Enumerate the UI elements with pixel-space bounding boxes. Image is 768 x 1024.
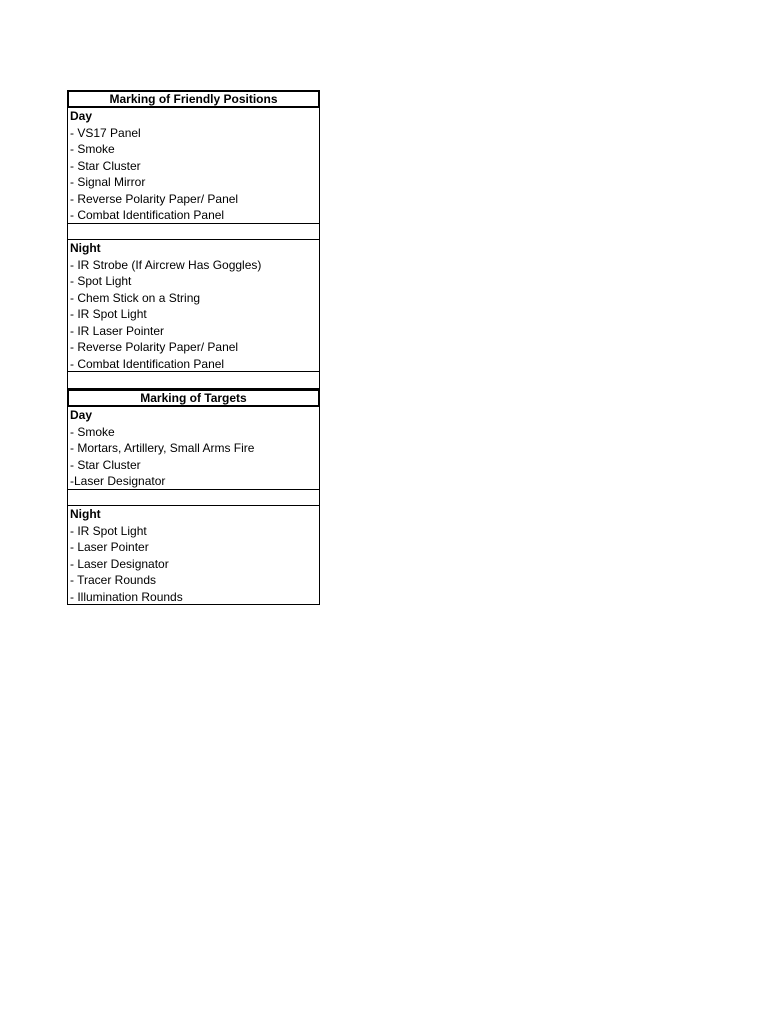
spacer-row	[67, 490, 320, 506]
list-item: - Star Cluster	[70, 457, 141, 472]
friendly-day-heading: Day	[70, 109, 93, 123]
list-item: - Smoke	[70, 424, 115, 439]
targets-header: Marking of Targets	[67, 389, 320, 407]
list-item: - IR Spot Light	[70, 523, 147, 538]
friendly-night-section	[67, 240, 320, 372]
list-item: - VS17 Panel	[70, 125, 141, 140]
friendly-positions-header: Marking of Friendly Positions	[67, 90, 320, 108]
list-item: - Star Cluster	[70, 158, 141, 173]
list-item: - Mortars, Artillery, Small Arms Fire	[70, 441, 255, 455]
list-item: - Combat Identification Panel	[70, 208, 225, 222]
spacer-row	[67, 372, 320, 389]
targets-day-section	[67, 407, 320, 490]
list-item: - Tracer Rounds	[70, 573, 157, 587]
list-item: - IR Strobe (If Aircrew Has Goggles)	[70, 257, 262, 272]
list-item: - IR Spot Light	[70, 307, 147, 321]
list-item: -Laser Designator	[70, 474, 166, 488]
list-item: - Illumination Rounds	[70, 589, 183, 604]
list-item: - IR Laser Pointer	[70, 323, 165, 338]
list-item: - Laser Designator	[70, 556, 169, 571]
targets-night-heading: Night	[70, 507, 101, 521]
list-item: - Smoke	[70, 142, 115, 156]
list-item: - Spot Light	[70, 274, 132, 288]
friendly-night-heading: Night	[70, 241, 101, 255]
spacer-row	[67, 224, 320, 240]
list-item: - Reverse Polarity Paper/ Panel	[70, 340, 239, 354]
list-item: - Combat Identification Panel	[70, 356, 225, 371]
list-item: - Chem Stick on a String	[70, 290, 201, 305]
list-item: - Reverse Polarity Paper/ Panel	[70, 191, 239, 206]
targets-day-heading: Day	[70, 408, 93, 422]
friendly-day-section	[67, 108, 320, 224]
list-item: - Signal Mirror	[70, 175, 146, 189]
targets-night-section	[67, 506, 320, 605]
list-item: - Laser Pointer	[70, 540, 149, 554]
